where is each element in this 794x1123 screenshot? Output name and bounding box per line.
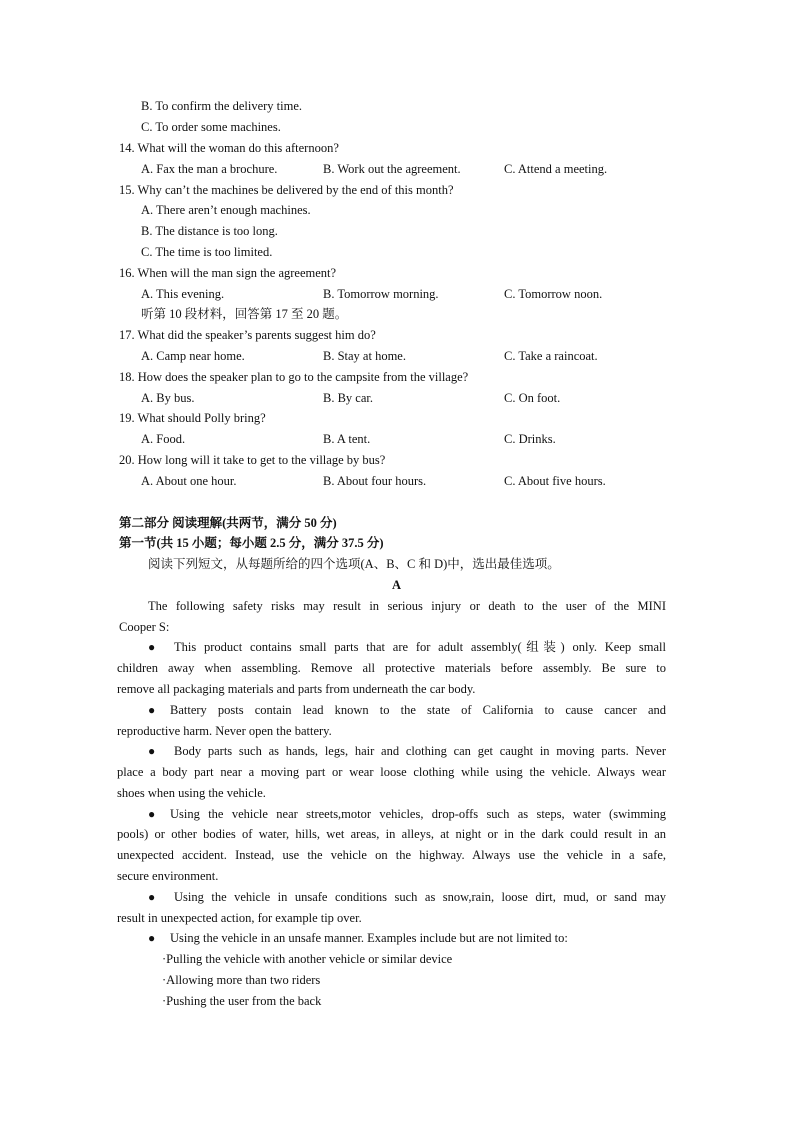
bullet3-line-1: Body parts such as hands, legs, hair and clothing can get caught in moving parts. Never: [174, 744, 666, 758]
q19-option-b: B. A tent.: [323, 432, 371, 446]
q19-question: 19. What should Polly bring?: [119, 411, 266, 425]
q17-option-c: C. Take a raincoat.: [504, 349, 598, 363]
q14-option-a: A. Fax the man a brochure.: [141, 162, 278, 176]
q13-option-c: C. To order some machines.: [141, 120, 281, 134]
q17-option-b: B. Stay at home.: [323, 349, 406, 363]
q18-question: 18. How does the speaker plan to go to the campsite from the village?: [119, 370, 469, 384]
bullet4-line-2: pools) or other bodies of water, hills, wet areas, in alleys, at night or in the dark could result in an: [117, 827, 666, 841]
intro-line-2: Cooper S:: [119, 620, 170, 634]
section-title: 第一节(共 15 小题；每小题 2.5 分，满分 37.5 分): [119, 536, 384, 550]
bullet1-line-3: remove all packaging materials and parts from underneath the car body.: [117, 682, 476, 696]
q16-option-a: A. This evening.: [141, 287, 225, 301]
bullet-icon: ●: [148, 931, 156, 945]
q15-option-a: A. There aren’t enough machines.: [141, 203, 311, 217]
q20-option-a: A. About one hour.: [141, 474, 237, 488]
bullet6-line-1: Using the vehicle in an unsafe manner. Examples include but are not limited to:: [170, 931, 568, 945]
q19-option-c: C. Drinks.: [504, 432, 556, 446]
bullet5-line-1: Using the vehicle in unsafe conditions such as snow,rain, loose dirt, mud, or sand may: [174, 890, 666, 904]
bullet3-line-2: place a body part near a moving part or wear loose clothing while using the vehicle. Always wear: [117, 765, 666, 779]
q14-option-c: C. Attend a meeting.: [504, 162, 608, 176]
bullet4-line-3: unexpected accident. Instead, use the vehicle on the highway. Always use the vehicle in a safe,: [117, 848, 666, 862]
bullet5-line-2: result in unexpected action, for example tip over.: [117, 911, 362, 925]
q20-option-c: C. About five hours.: [504, 474, 606, 488]
q15-question: 15. Why can’t the machines be delivered by the end of this month?: [119, 183, 454, 197]
bullet1-line-2: children away when assembling. Remove all protective materials before assembly. Be sure to: [117, 661, 666, 675]
bullet1-line-1: This product contains small parts that are for adult assembly(组装) only. Keep small: [174, 640, 666, 654]
q15-option-b: B. The distance is too long.: [141, 224, 278, 238]
section-note: 听第 10 段材料，回答第 17 至 20 题。: [141, 307, 348, 321]
q16-question: 16. When will the man sign the agreement?: [119, 266, 337, 280]
q15-option-c: C. The time is too limited.: [141, 245, 273, 259]
bullet3-line-3: shoes when using the vehicle.: [117, 786, 266, 800]
instructions: 阅读下列短文，从每题所给的四个选项(A、B、C 和 D)中，选出最佳选项。: [148, 557, 560, 571]
q18-option-a: A. By bus.: [141, 391, 195, 405]
q19-option-a: A. Food.: [141, 432, 186, 446]
q20-question: 20. How long will it take to get to the village by bus?: [119, 453, 386, 467]
bullet-icon: ●: [148, 703, 156, 717]
bullet2-line-2: reproductive harm. Never open the battery.: [117, 724, 332, 738]
passage-label: A: [392, 578, 402, 592]
bullet4-line-4: secure environment.: [117, 869, 219, 883]
bullet-icon: ●: [148, 890, 156, 904]
q17-question: 17. What did the speaker’s parents suggest him do?: [119, 328, 376, 342]
q14-question: 14. What will the woman do this afternoon?: [119, 141, 339, 155]
bullet2-line-1: Battery posts contain lead known to the state of California to cause cancer and: [170, 703, 666, 717]
bullet-icon: ●: [148, 744, 156, 758]
q20-option-b: B. About four hours.: [323, 474, 427, 488]
bullet4-line-1: Using the vehicle near streets,motor vehicles, drop-offs such as steps, water (swimming: [170, 807, 666, 821]
q13-option-b: B. To confirm the delivery time.: [141, 99, 303, 113]
q18-option-c: C. On foot.: [504, 391, 561, 405]
q16-option-c: C. Tomorrow noon.: [504, 287, 603, 301]
q18-option-b: B. By car.: [323, 391, 373, 405]
sub-item-1: ·Pulling the vehicle with another vehicle or similar device: [162, 952, 453, 966]
part-title: 第二部分 阅读理解(共两节，满分 50 分): [119, 516, 337, 530]
q14-option-b: B. Work out the agreement.: [323, 162, 461, 176]
intro-line-1: The following safety risks may result in serious injury or death to the user of the MINI: [148, 599, 666, 613]
bullet-icon: ●: [148, 640, 156, 654]
q17-option-a: A. Camp near home.: [141, 349, 245, 363]
sub-item-2: ·Allowing more than two riders: [162, 973, 321, 987]
bullet-icon: ●: [148, 807, 156, 821]
sub-item-3: ·Pushing the user from the back: [162, 994, 322, 1008]
q16-option-b: B. Tomorrow morning.: [323, 287, 439, 301]
